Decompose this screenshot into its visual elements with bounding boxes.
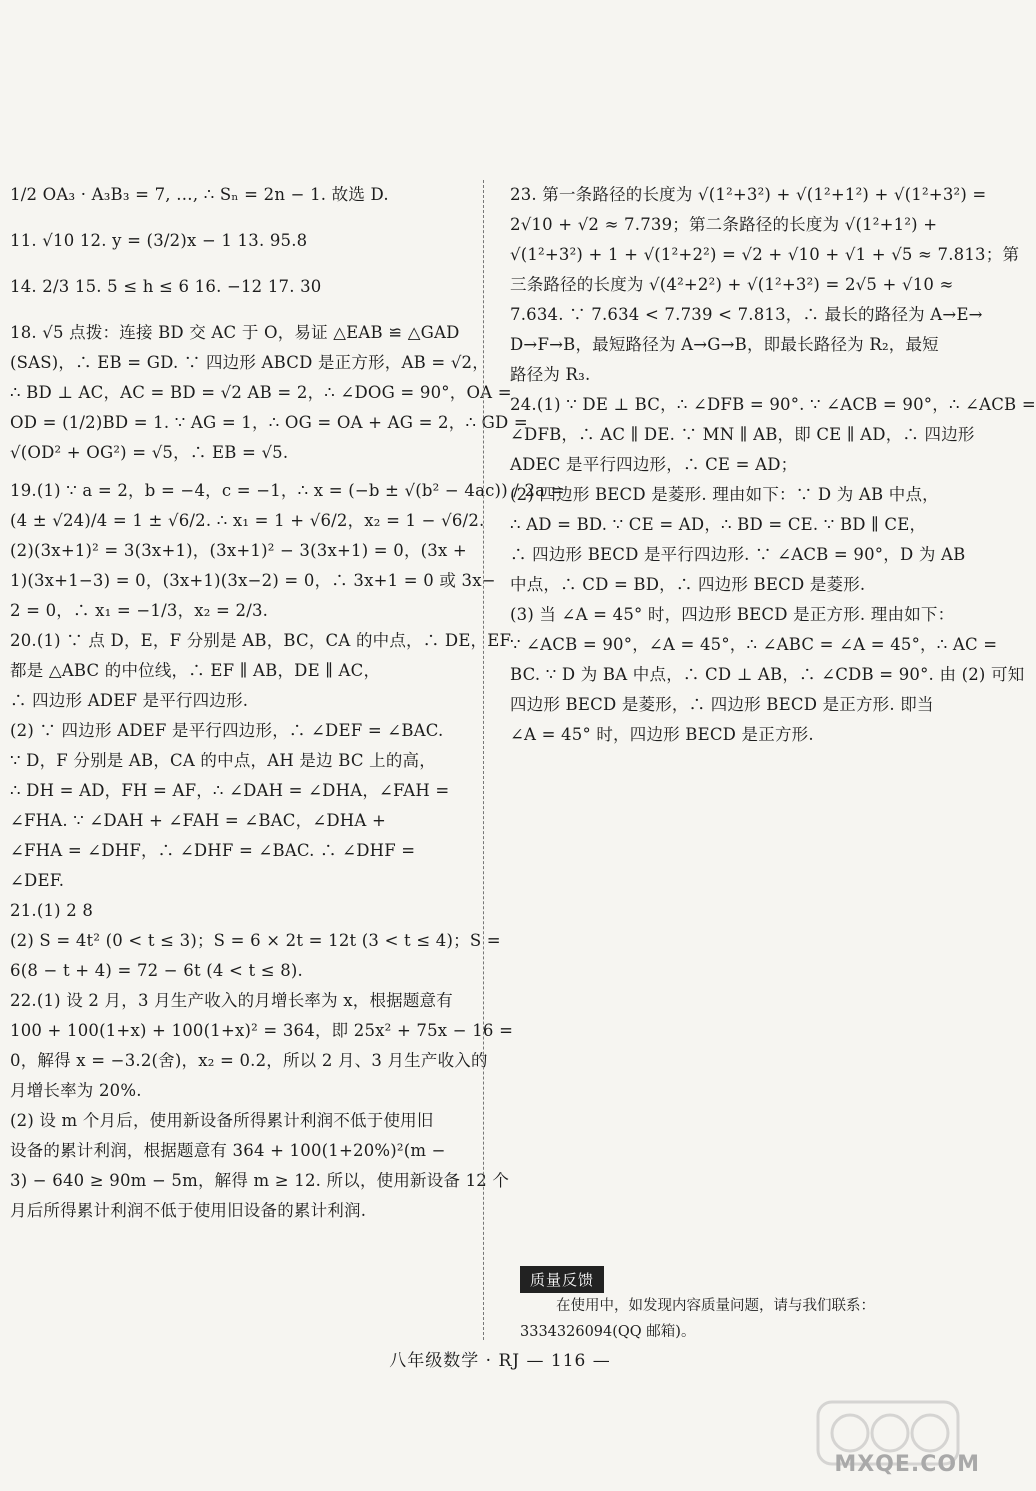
- answer-line: 月增长率为 20%.: [10, 1081, 142, 1100]
- answer-line: (2) 四边形 BECD 是菱形. 理由如下：∵ D 为 AB 中点，: [510, 485, 939, 504]
- answer-line: ∴ 四边形 ADEF 是平行四边形.: [10, 691, 249, 710]
- answer-line: ∵ ∠ACB = 90°，∠A = 45°，∴ ∠ABC = ∠A = 45°，∴ AC =: [510, 635, 998, 654]
- answer-line: 2√10 + √2 ≈ 7.739；第二条路径的长度为 √(1²+1²) +: [510, 215, 938, 234]
- answer-line: 19.(1) ∵ a = 2，b = −4，c = −1，∴ x = (−b ± √(b² − 4ac)) / 2a =: [10, 481, 565, 500]
- answer-line: 设备的累计利润，根据题意有 364 + 100(1+20%)²(m −: [10, 1141, 446, 1160]
- answer-line: (SAS)，∴ EB = GD. ∵ 四边形 ABCD 是正方形，AB = √2，: [10, 353, 489, 372]
- answer-line: 18. √5 点拨：连接 BD 交 AC 于 O，易证 △EAB ≌ △GAD: [10, 323, 460, 342]
- answer-line: 3) − 640 ≥ 90m − 5m，解得 m ≥ 12. 所以，使用新设备 12 个: [10, 1171, 510, 1190]
- answer-line: ∠A = 45° 时，四边形 BECD 是正方形.: [510, 725, 814, 744]
- feedback-contact: 3334326094(QQ 邮箱)。: [520, 1324, 696, 1340]
- answer-line: √(OD² + OG²) = √5，∴ EB = √5.: [10, 443, 289, 462]
- answer-line: 7.634. ∵ 7.634 < 7.739 < 7.813，∴ 最长的路径为 A→E→: [510, 305, 983, 324]
- answer-line: (2) ∵ 四边形 ADEF 是平行四边形，∴ ∠DEF = ∠BAC.: [10, 721, 444, 740]
- answer-line: ∠FHA = ∠DHF，∴ ∠DHF = ∠BAC. ∴ ∠DHF =: [10, 841, 416, 860]
- answer-line: D→F→B，最短路径为 A→G→B，即最长路径为 R₂，最短: [510, 335, 939, 354]
- answer-line: ∠DFB，∴ AC ∥ DE. ∵ MN ∥ AB，即 CE ∥ AD，∴ 四边形: [510, 425, 975, 444]
- answer-line: 1)(3x+1−3) = 0，(3x+1)(3x−2) = 0，∴ 3x+1 = 0 或 3x−: [10, 571, 496, 590]
- answer-line: ∴ AD = BD. ∵ CE = AD，∴ BD = CE. ∵ BD ∥ CE，: [510, 515, 927, 534]
- column-divider: [483, 180, 484, 1340]
- answer-line: 路径为 R₃.: [510, 365, 591, 384]
- answer-line: 三条路径的长度为 √(4²+2²) + √(1²+3²) = 2√5 + √10 ≈: [510, 275, 954, 294]
- page-footer: 八年级数学 · RJ — 116 —: [389, 1351, 611, 1371]
- answer-line: 11. √10 12. y = (3/2)x − 1 13. 95.8: [10, 231, 308, 250]
- answer-line: ∴ DH = AD，FH = AF，∴ ∠DAH = ∠DHA，∠FAH =: [10, 781, 450, 800]
- answer-line: 都是 △ABC 的中位线，∴ EF ∥ AB，DE ∥ AC，: [10, 661, 381, 680]
- answer-line: √(1²+3²) + 1 + √(1²+2²) = √2 + √10 + √1 + √5 ≈ 7.813；第: [510, 245, 1020, 264]
- answer-line: 23. 第一条路径的长度为 √(1²+3²) + √(1²+1²) + √(1²+3²) =: [510, 185, 987, 204]
- answer-line: (4 ± √24)/4 = 1 ± √6/2. ∴ x₁ = 1 + √6/2，x₂ = 1 − √6/2.: [10, 511, 485, 530]
- answer-line: ∴ BD ⊥ AC，AC = BD = √2 AB = 2，∴ ∠DOG = 90°，OA =: [10, 383, 512, 402]
- answer-line: 22.(1) 设 2 月，3 月生产收入的月增长率为 x，根据题意有: [10, 991, 453, 1010]
- watermark-text: MXQE.COM: [834, 1452, 980, 1477]
- quality-feedback: [520, 1266, 950, 1345]
- answer-line: (2) 设 m 个月后，使用新设备所得累计利润不低于使用旧: [10, 1111, 434, 1130]
- answer-line: ∠FHA. ∵ ∠DAH + ∠FAH = ∠BAC，∠DHA +: [10, 811, 386, 830]
- answer-line: 21.(1) 2 8: [10, 901, 94, 920]
- answer-line: 0，解得 x = −3.2(舍)，x₂ = 0.2，所以 2 月、3 月生产收入的: [10, 1051, 488, 1070]
- right-column: [510, 180, 1036, 750]
- answer-line: 1/2 OA₃ · A₃B₃ = 7, …, ∴ Sₙ = 2n − 1. 故选 D.: [10, 185, 389, 204]
- answer-line: (2) S = 4t² (0 < t ≤ 3)；S = 6 × 2t = 12t (3 < t ≤ 4)；S =: [10, 931, 501, 950]
- answer-line: 14. 2/3 15. 5 ≤ h ≤ 6 16. −12 17. 30: [10, 277, 322, 296]
- answer-line: 6(8 − t + 4) = 72 − 6t (4 < t ≤ 8).: [10, 961, 304, 980]
- feedback-title: 质量反馈: [520, 1266, 604, 1293]
- answer-line: 四边形 BECD 是菱形，∴ 四边形 BECD 是正方形. 即当: [510, 695, 934, 714]
- answer-line: 20.(1) ∵ 点 D，E，F 分别是 AB，BC，CA 的中点，∴ DE，EF: [10, 631, 512, 650]
- answer-line: ∠DEF.: [10, 871, 65, 890]
- answer-line: 月后所得累计利润不低于使用旧设备的累计利润.: [10, 1201, 367, 1220]
- answer-line: OD = (1/2)BD = 1. ∵ AG = 1，∴ OG = OA + AG = 2，∴ GD =: [10, 413, 528, 432]
- answer-line: 中点，∴ CD = BD，∴ 四边形 BECD 是菱形.: [510, 575, 866, 594]
- answer-line: (3) 当 ∠A = 45° 时，四边形 BECD 是正方形. 理由如下：: [510, 605, 955, 624]
- answer-line: ∵ D，F 分别是 AB，CA 的中点，AH 是边 BC 上的高，: [10, 751, 436, 770]
- answer-line: BC. ∵ D 为 BA 中点，∴ CD ⊥ AB，∴ ∠CDB = 90°. 由 (2) 可知: [510, 665, 1025, 684]
- answer-line: 24.(1) ∵ DE ⊥ BC，∴ ∠DFB = 90°. ∵ ∠ACB = 90°，∴ ∠ACB =: [510, 395, 1036, 414]
- answer-line: ∴ 四边形 BECD 是平行四边形. ∵ ∠ACB = 90°，D 为 AB: [510, 545, 966, 564]
- feedback-text: 在使用中，如发现内容质量问题，请与我们联系：: [556, 1298, 875, 1314]
- answer-line: 2 = 0，∴ x₁ = −1/3，x₂ = 2/3.: [10, 601, 269, 620]
- answer-line: ADEC 是平行四边形，∴ CE = AD；: [510, 455, 798, 474]
- answer-line: (2)(3x+1)² = 3(3x+1)，(3x+1)² − 3(3x+1) = 0，(3x +: [10, 541, 467, 560]
- answer-line: 100 + 100(1+x) + 100(1+x)² = 364，即 25x² + 75x − 16 =: [10, 1021, 514, 1040]
